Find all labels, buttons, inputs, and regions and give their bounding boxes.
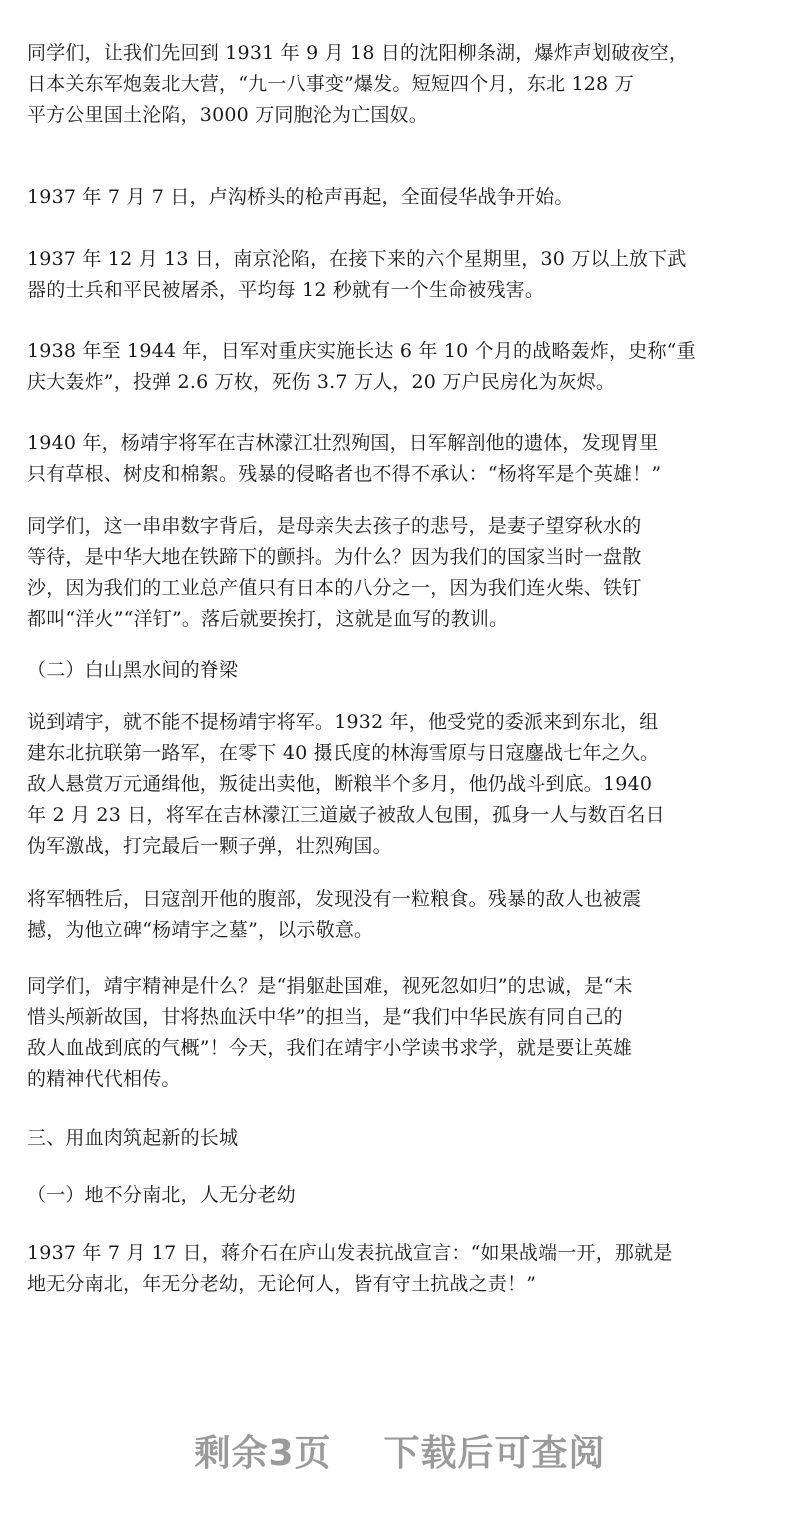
- paragraph-9: [27, 971, 775, 1095]
- text-line: 日本关东军炮轰北大营，“九一八事变”爆发。短短四个月，东北 128 万: [27, 73, 634, 95]
- paragraph-8: [27, 884, 775, 946]
- text-line: 敌人悬赏万元通缉他，叛徒出卖他，断粮半个多月，他仍战斗到底。1940: [27, 773, 653, 795]
- text-line: 伪军激战，打完最后一颗子弹，壮烈殉国。: [27, 835, 392, 857]
- text-line: 庆大轰炸”，投弹 2.6 万枚，死伤 3.7 万人，20 万户民房化为灰烬。: [27, 371, 616, 393]
- paragraph-3: [27, 244, 775, 306]
- paragraph-4: [27, 336, 775, 398]
- paragraph-2: [27, 182, 775, 213]
- text-line: 的精神代代相传。: [27, 1068, 181, 1090]
- remaining-pages-label: 剩余3页: [194, 1433, 332, 1474]
- text-line: 1937 年 7 月 17 日，蒋介石在庐山发表抗战宣言：“如果战端一开，那就是: [27, 1242, 673, 1264]
- paragraph-5: [27, 428, 775, 490]
- paragraph-6: [27, 511, 775, 635]
- download-hint-label: 下载后可查阅: [383, 1433, 606, 1474]
- paragraph-1: [27, 38, 775, 131]
- section-title: 三、用血肉筑起新的长城: [27, 1127, 239, 1149]
- text-line: 说到靖宇，就不能不提杨靖宇将军。1932 年，他受党的委派来到东北，组: [27, 711, 659, 733]
- text-line: 平方公里国土沦陷，3000 万同胞沦为亡国奴。: [27, 104, 428, 126]
- text-line: 同学们，让我们先回到 1931 年 9 月 18 日的沈阳柳条湖，爆炸声划破夜空，: [27, 42, 689, 64]
- text-line: 将军牺牲后，日寇剖开他的腹部，发现没有一粒粮食。残暴的敌人也被震: [27, 888, 642, 910]
- text-line: 惜头颅新故国，甘将热血沃中华”的担当，是“我们中华民族有同自己的: [27, 1006, 623, 1028]
- text-line: 同学们，这一串串数字背后，是母亲失去孩子的悲号，是妻子望穿秋水的: [27, 515, 642, 537]
- text-line: 同学们，靖宇精神是什么？是“捐躯赴国难，视死忽如归”的忠诚，是“未: [27, 975, 633, 997]
- text-line: 等待，是中华大地在铁蹄下的颤抖。为什么？因为我们的国家当时一盘散: [27, 546, 642, 568]
- subsection-heading-1: [27, 1180, 775, 1211]
- text-line: 撼，为他立碑“杨靖宇之墓”，以示敬意。: [27, 919, 374, 941]
- text-line: 建东北抗联第一路军，在零下 40 摄氏度的林海雪原与日寇鏖战七年之久。: [27, 742, 660, 764]
- text-line: 1938 年至 1944 年，日军对重庆实施长达 6 年 10 个月的战略轰炸，史称“重: [27, 340, 696, 362]
- paragraph-10: [27, 1238, 775, 1300]
- text-line: 都叫“洋火”“洋钉”。落后就要挨打，这就是血写的教训。: [27, 608, 509, 630]
- download-prompt-banner[interactable]: [0, 1425, 800, 1476]
- text-line: 地无分南北，年无分老幼，无论何人，皆有守土抗战之责！”: [27, 1273, 537, 1295]
- paragraph-7: [27, 707, 775, 862]
- subsection-title: （一）地不分南北，人无分老幼: [27, 1184, 296, 1206]
- text-line: 只有草根、树皮和棉絮。残暴的侵略者也不得不承认：“杨将军是个英雄！”: [27, 463, 662, 485]
- text-line: 沙，因为我们的工业总产值只有日本的八分之一，因为我们连火柴、铁钉: [27, 577, 642, 599]
- subsection-title: （二）白山黑水间的脊梁: [27, 659, 239, 681]
- section-heading-2: [27, 655, 775, 686]
- section-heading-3: [27, 1123, 775, 1154]
- text-line: 年 2 月 23 日，将军在吉林濛江三道崴子被敌人包围，孤身一人与数百名日: [27, 804, 665, 826]
- text-line: 1937 年 7 月 7 日，卢沟桥头的枪声再起，全面侵华战争开始。: [27, 186, 574, 208]
- text-line: 1940 年，杨靖宇将军在吉林濛江壮烈殉国，日军解剖他的遗体，发现胃里: [27, 432, 659, 454]
- text-line: 敌人血战到底的气概”！今天，我们在靖宇小学读书求学，就是要让英雄: [27, 1037, 633, 1059]
- text-line: 器的士兵和平民被屠杀，平均每 12 秒就有一个生命被残害。: [27, 279, 545, 301]
- text-line: 1937 年 12 月 13 日，南京沦陷，在接下来的六个星期里，30 万以上放下武: [27, 248, 687, 270]
